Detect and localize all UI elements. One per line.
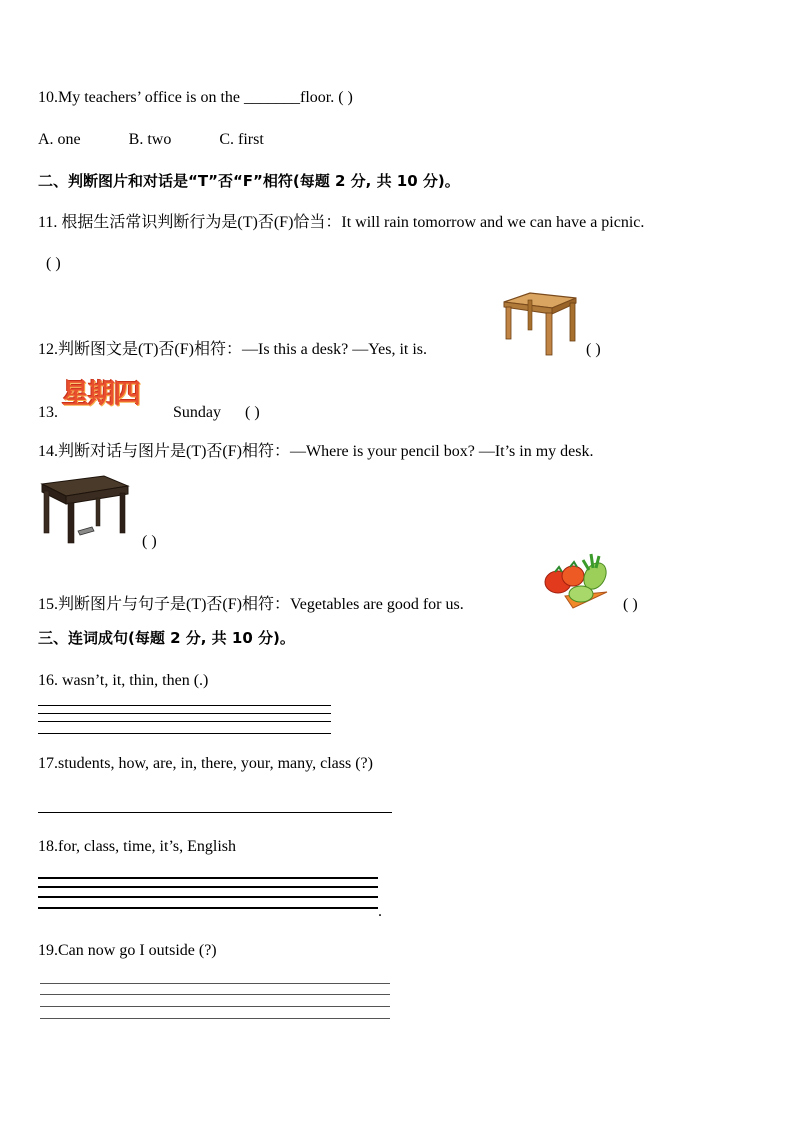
answer-line-19-1[interactable] (40, 983, 390, 984)
answer-paren-12: ( ) (586, 341, 601, 358)
answer-line-19-3[interactable] (40, 1006, 390, 1007)
question-14: 14.判断对话与图片是(T)否(F)相符：—Where is your pencil box? —It’s in my desk. (38, 443, 594, 460)
answer-line-19-4[interactable] (40, 1018, 390, 1019)
answer-line-16-1[interactable] (38, 705, 331, 706)
question-18: 18.for, class, time, it’s, English (38, 838, 237, 855)
section-2-heading: 二、判断图片和对话是“T”否“F”相符(每题 2 分, 共 10 分)。 (38, 172, 460, 190)
question-18-period: . (378, 903, 382, 920)
answer-line-16-4[interactable] (38, 733, 331, 734)
question-10: 10.My teachers’ office is on the _______floor. ( ) (38, 89, 353, 106)
answer-line-17[interactable] (38, 812, 392, 813)
answer-line-18-4[interactable] (38, 907, 378, 909)
question-13-word: Sunday (173, 404, 221, 421)
option-a: A. one (38, 131, 81, 148)
answer-line-16-2[interactable] (38, 713, 331, 714)
answer-line-18-2[interactable] (38, 886, 378, 888)
answer-paren-13: ( ) (245, 404, 260, 421)
section-3-heading: 三、连词成句(每题 2 分, 共 10 分)。 (38, 629, 295, 647)
thursday-image-text: 星期四 (62, 379, 140, 410)
question-16: 16. wasn’t, it, thin, then (.) (38, 672, 209, 689)
question-11: 11. 根据生活常识判断行为是(T)否(F)恰当：It will rain tomorrow and we can have a picnic. (38, 214, 645, 231)
question-13-number: 13. (38, 404, 58, 421)
answer-paren-11: ( ) (46, 255, 61, 272)
option-b: B. two (128, 131, 172, 148)
question-17: 17.students, how, are, in, there, your, many, class (?) (38, 755, 373, 772)
desk-with-pencil-box-icon (40, 474, 130, 544)
wooden-table-icon (500, 292, 578, 356)
answer-line-16-3[interactable] (38, 721, 331, 722)
vegetables-icon (543, 552, 615, 608)
answer-paren-14: ( ) (142, 533, 157, 550)
answer-line-18-3[interactable] (38, 896, 378, 898)
answer-line-18-1[interactable] (38, 877, 378, 879)
question-15: 15.判断图片与句子是(T)否(F)相符：Vegetables are good for us. (38, 596, 464, 613)
answer-line-19-2[interactable] (40, 994, 390, 995)
question-10-options (38, 130, 264, 150)
question-19: 19.Can now go I outside (?) (38, 942, 217, 959)
answer-paren-15: ( ) (623, 596, 638, 613)
option-c: C. first (219, 131, 264, 148)
question-12: 12.判断图文是(T)否(F)相符：—Is this a desk? —Yes, it is. (38, 341, 428, 358)
